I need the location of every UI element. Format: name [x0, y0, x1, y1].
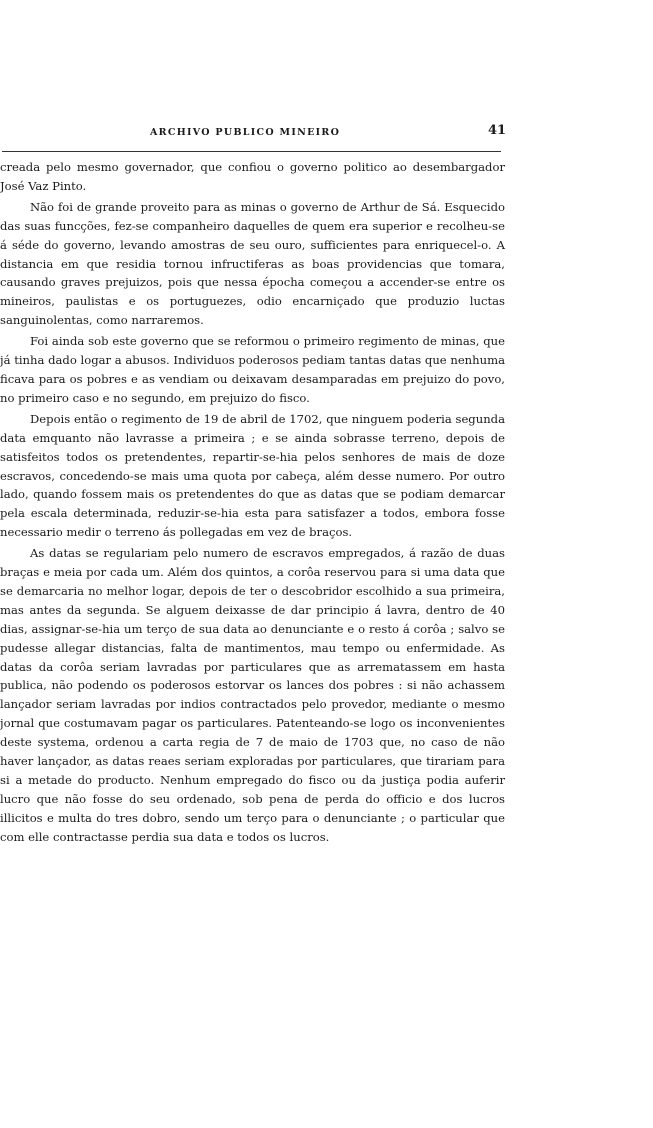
- paragraph: Não foi de grande proveito para as minas o governo de Arthur de Sá. Esquecido das suas funcções, fez-se companheiro daquelles de quem era superior e recolheu-se á séde do governo, levando amostras de seu ouro, sufficientes para enriquecel-o. A distancia em que residia tornou infructiferas as boas providencias que tomara, causando graves prejuizos, pois que nessa épocha começou a accender-se entre os mineiros, paulistas e os portuguezes, odio encarniçado que produzio luctas sanguinolentas, como narraremos.: [0, 199, 505, 328]
- page-header: [0, 123, 507, 143]
- paragraph: Depois então o regimento de 19 de abril de 1702, que ninguem poderia segunda data emquanto não lavrasse a primeira ; e se ainda sobrasse terreno, depois de satisfeitos todos os pretendentes, repartir-se-hia pelos senhores de mais de doze escravos, concedendo-se mais uma quota por cabeça, além desse numero. Por outro lado, quando fossem mais os pretendentes do que as datas que se podiam demarcar pela escala determinada, reduzir-se-hia esta para satisfazer a todos, embora fosse necessario medir o terreno ás pollegadas em vez de braços.: [0, 411, 505, 540]
- body-text: [0, 158, 505, 849]
- header-rule: [2, 151, 501, 152]
- paragraph: As datas se regulariam pelo numero de escravos empregados, á razão de duas braças e meia por cada um. Além dos quintos, a corôa reservou para si uma data que se demarcaria no melhor logar, depois de ter o descobridor escolhido a sua primeira, mas antes da segunda. Se alguem deixasse de dar principio á lavra, dentro de 40 dias, assignar-se-hia um terço de sua data ao denunciante e o resto á corôa ; salvo se pudesse allegar distancias, falta de mantimentos, mau tempo ou enfermidade. As datas da corôa seriam lavradas por particulares que as arrematassem em hasta publica, não podendo os poderosos estorvar os lances dos pobres : si não achassem lançador seriam lavradas por indios contractados pelo provedor, mediante o mesmo jornal que costumavam pagar os particulares. Patenteando-se logo os inconvenientes deste systema, ordenou a carta regia de 7 de maio de 1703 que, no caso de não haver lançador, as datas reaes seriam exploradas por particulares, que tirariam para si a metade do producto. Nenhum empregado do fisco ou da justiça podia auferir lucro que não fosse do seu ordenado, sob pena de perda do officio e dos lucros illicitos e multa do tres dobro, sendo um terço para o denunciante ; o particular que com elle contractasse perdia sua data e todos os lucros.: [0, 546, 505, 844]
- page-number: 41: [488, 123, 507, 138]
- paragraph: Foi ainda sob este governo que se reformou o primeiro regimento de minas, que já tinha dado logar a abusos. Individuos poderosos pediam tantas datas que nenhuma ficava para os pobres e as vendiam ou deixavam desamparadas em prejuizo do povo, no primeiro caso e no segundo, em prejuizo do fisco.: [0, 334, 505, 405]
- running-title: ARCHIVO PUBLICO MINEIRO: [150, 127, 341, 138]
- paragraph: creada pelo mesmo governador, que confiou o governo politico ao desembargador José Vaz Pinto.: [0, 160, 505, 193]
